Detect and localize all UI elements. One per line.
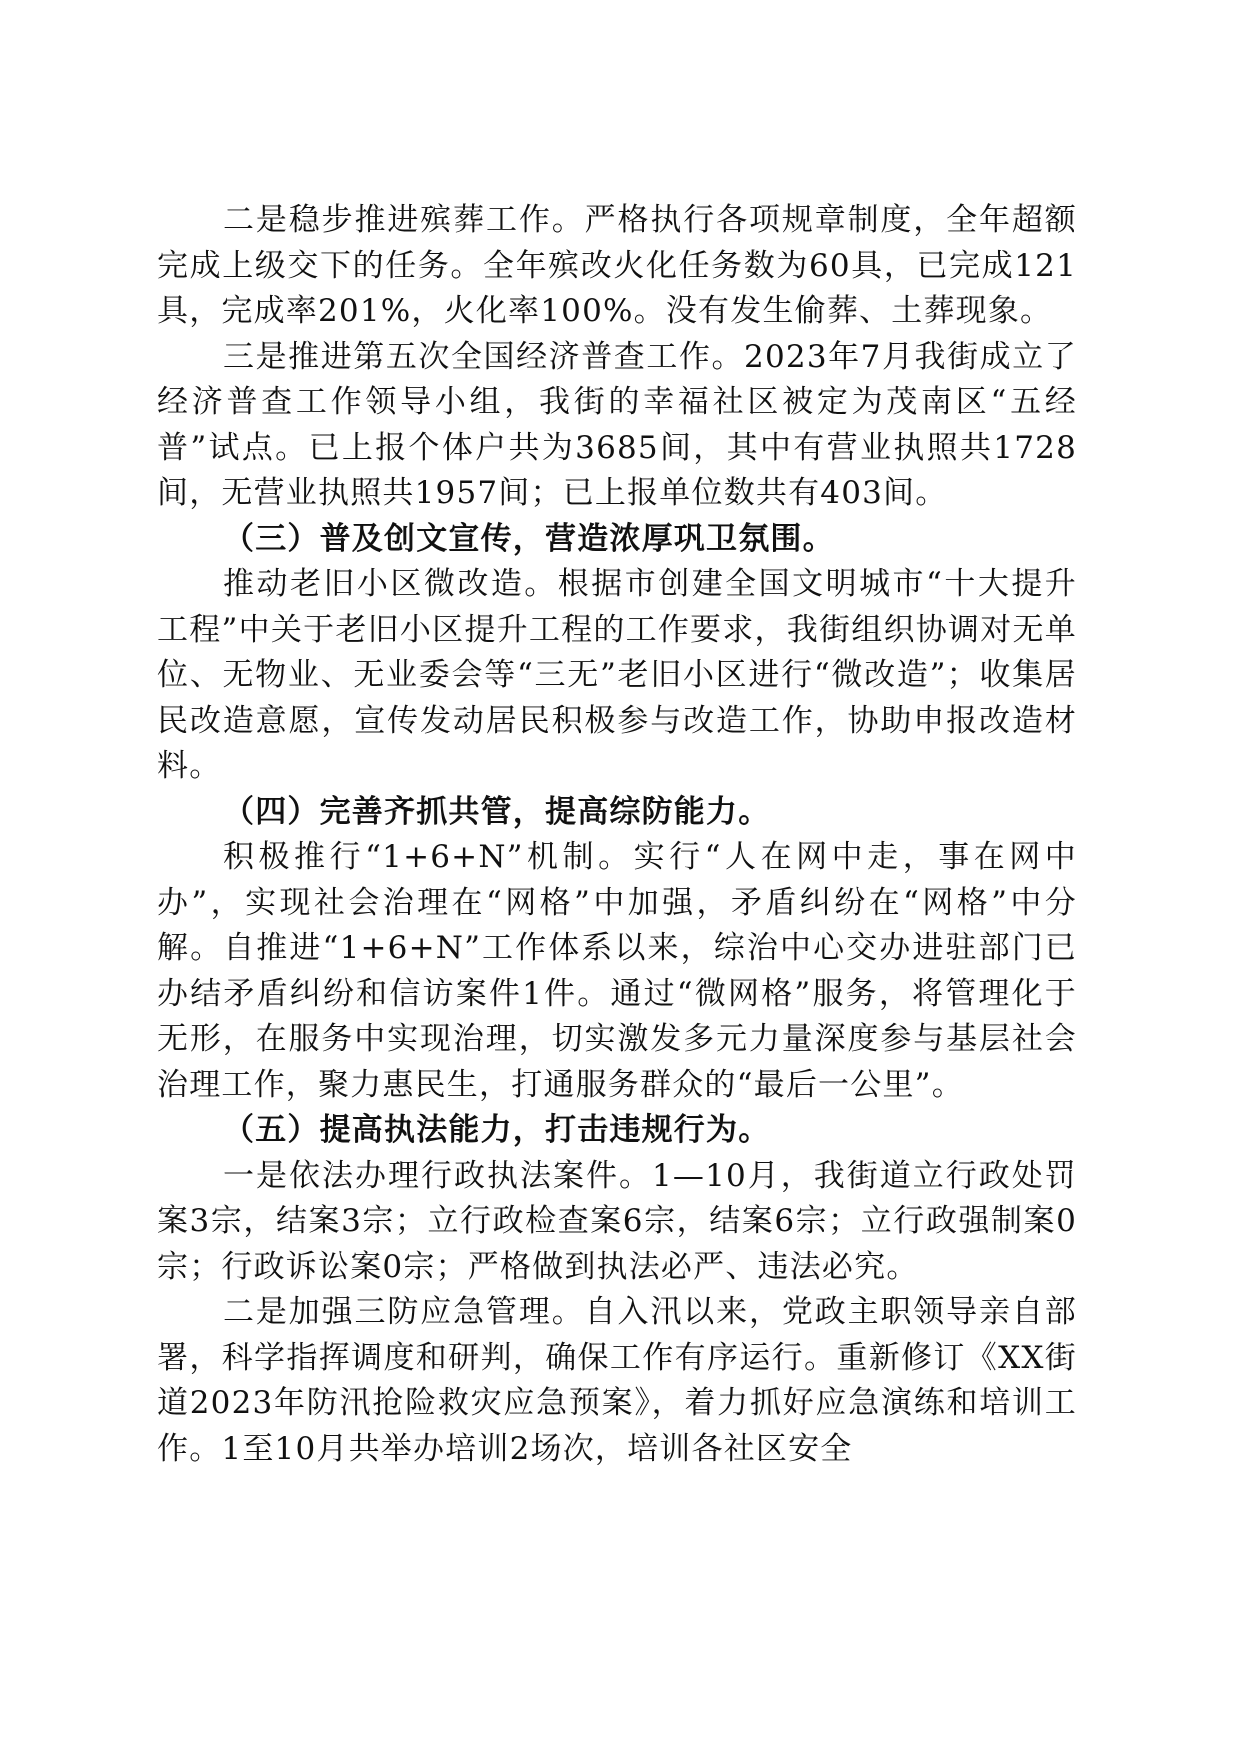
heading-section-4: （四）完善齐抓共管，提高综防能力。 [223,793,771,830]
heading-section-5: （五）提高执法能力，打击违规行为。 [223,1112,771,1148]
paragraph-funeral-reform: 二是稳步推进殡葬工作。严格执行各项规章制度，全年超额完成上级交下的任务。全年殡改火化任务数为60具，已完成121具，完成率201%，火化率100%。没有发生偷葬、土葬现象。 [157,202,1077,329]
document-body [157,198,1077,1472]
paragraph-emergency-management: 二是加强三防应急管理。自入汛以来，党政主职领导亲自部署，科学指挥调度和研判，确保工作有序运行。重新修订《XX街道2023年防汛抢险救灾应急预案》，着力抓好应急演练和培训工作。1至10月共举办培训2场次，培训各社区安全 [157,1294,1077,1467]
paragraph-old-community-renovation: 推动老旧小区微改造。根据市创建全国文明城市“十大提升工程”中关于老旧小区提升工程的工作要求，我街组织协调对无单位、无物业、无业委会等“三无”老旧小区进行“微改造”；收集居民改造意愿，宣传发动居民积极参与改造工作，协助申报改造材料。 [157,566,1077,784]
heading-section-3: （三）普及创文宣传，营造浓厚巩卫氛围。 [223,520,835,557]
paragraph-grid-governance: 积极推行“1+6+N”机制。实行“人在网中走，事在网中办”，实现社会治理在“网格”中加强，矛盾纠纷在“网格”中分解。自推进“1+6+N”工作体系以来，综治中心交办进驻部门已办结矛盾纠纷和信访案件1件。通过“微网格”服务，将管理化于无形，在服务中实现治理，切实激发多元力量深度参与基层社会治理工作，聚力惠民生，打通服务群众的“最后一公里”。 [157,839,1077,1103]
paragraph-law-enforcement-cases: 一是依法办理行政执法案件。1—10月，我街道立行政处罚案3宗，结案3宗；立行政检查案6宗，结案6宗；立行政强制案0宗；行政诉讼案0宗；严格做到执法必严、违法必究。 [157,1157,1077,1285]
paragraph-economic-census: 三是推进第五次全国经济普查工作。2023年7月我街成立了经济普查工作领导小组，我街的幸福社区被定为茂南区“五经普”试点。已上报个体户共为3685间，其中有营业执照共1728间，无营业执照共1957间；已上报单位数共有403间。 [157,338,1077,511]
